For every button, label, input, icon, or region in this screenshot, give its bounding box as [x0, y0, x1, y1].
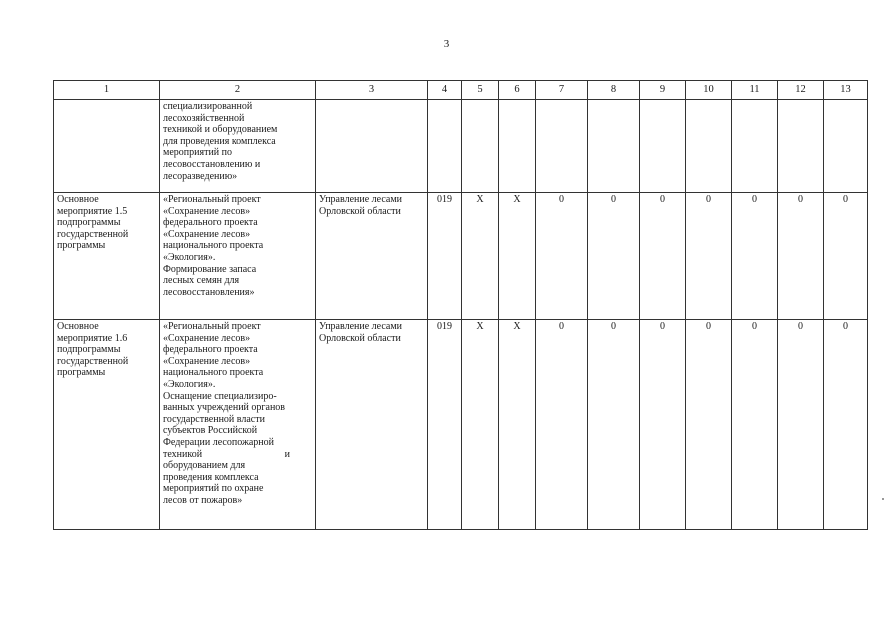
value-cell: X: [462, 320, 499, 530]
page-number: 3: [443, 38, 450, 50]
value-cell: 0: [686, 320, 732, 530]
text-line: государственной: [57, 355, 129, 367]
value-cell: 0: [588, 193, 640, 320]
value-cell: [732, 100, 778, 193]
text-line: мероприятие 1.6: [57, 332, 128, 344]
text-line: федерального проекта: [163, 344, 258, 356]
executor-cell: [316, 100, 428, 193]
event-name-cell: [54, 193, 160, 320]
value-cell: [588, 100, 640, 193]
column-header: 4: [428, 81, 462, 100]
value-cell: 0: [732, 193, 778, 320]
header-row: [54, 81, 868, 100]
value-cell: X: [462, 193, 499, 320]
text-line: Формирование запаса: [163, 263, 257, 275]
justified-line: [163, 449, 312, 461]
column-header: 3: [316, 81, 428, 100]
value-cell: X: [499, 320, 536, 530]
value-cell: X: [499, 193, 536, 320]
text-line: государственной власти: [163, 413, 265, 425]
column-header: 8: [588, 81, 640, 100]
value-cell: 0: [588, 320, 640, 530]
text-line: лесоразведению»: [163, 170, 238, 182]
executor-cell: [316, 193, 428, 320]
text-line: проведения комплекса: [163, 471, 259, 483]
text-line: мероприятий по охране: [163, 483, 264, 495]
value-cell: 0: [732, 320, 778, 530]
value-cell: [536, 100, 588, 193]
value-cell: 0: [824, 320, 868, 530]
value-cell: 019: [428, 193, 462, 320]
text-line: лесохозяйственной: [163, 112, 245, 124]
text-line: специализированной: [163, 101, 253, 112]
text-line: «Региональный проект: [163, 321, 261, 332]
table-row: [54, 193, 868, 320]
column-header: 11: [732, 81, 778, 100]
text-line: Федерации лесопожарной: [163, 436, 274, 448]
text-line: мероприятие 1.5: [57, 205, 128, 217]
text-line: лесовосстановлению и: [163, 158, 261, 170]
text-line: «Экология».: [163, 251, 216, 263]
column-header: 5: [462, 81, 499, 100]
text-line: программы: [57, 367, 106, 379]
text-line: программы: [57, 240, 106, 252]
value-cell: 019: [428, 320, 462, 530]
text-line: техникой и оборудованием: [163, 124, 278, 136]
value-cell: 0: [778, 320, 824, 530]
text-line: подпрограммы: [57, 217, 121, 229]
text-line: лесных семян для: [163, 275, 240, 287]
event-description-cell: [160, 193, 316, 320]
value-cell: [462, 100, 499, 193]
value-cell: 0: [536, 320, 588, 530]
text-line: Орловской области: [319, 205, 401, 217]
value-cell: 0: [640, 320, 686, 530]
event-name-cell: [54, 100, 160, 193]
text-line: Управление лесами: [319, 194, 403, 205]
event-description-cell: [160, 100, 316, 193]
value-cell: [499, 100, 536, 193]
text-line: субъектов Российской: [163, 425, 258, 437]
scan-speck: [882, 498, 884, 500]
text-line: национального проекта: [163, 240, 264, 252]
value-cell: [778, 100, 824, 193]
text-line: национального проекта: [163, 367, 264, 379]
value-cell: [824, 100, 868, 193]
column-header: 10: [686, 81, 732, 100]
text-line: «Сохранение лесов»: [163, 332, 251, 344]
text-line: мероприятий по: [163, 147, 232, 159]
text-line: «Экология».: [163, 378, 216, 390]
table-row: [54, 100, 868, 193]
text-fragment: техникой: [163, 448, 203, 460]
text-line: «Сохранение лесов»: [163, 228, 251, 240]
value-cell: [640, 100, 686, 193]
event-description-cell: [160, 320, 316, 530]
column-header: 9: [640, 81, 686, 100]
executor-cell: [316, 320, 428, 530]
value-cell: [428, 100, 462, 193]
text-line: лесов от пожаров»: [163, 494, 243, 506]
text-line: для проведения комплекса: [163, 135, 276, 147]
text-line: Управление лесами: [319, 321, 403, 332]
value-cell: 0: [640, 193, 686, 320]
text-fragment: и: [284, 448, 290, 460]
text-line: федерального проекта: [163, 217, 258, 229]
text-line: лесовосстановления»: [163, 286, 255, 298]
column-header: 1: [54, 81, 160, 100]
value-cell: 0: [536, 193, 588, 320]
text-line: Орловской области: [319, 332, 401, 344]
event-name-cell: [54, 320, 160, 530]
value-cell: [686, 100, 732, 193]
text-line: подпрограммы: [57, 344, 121, 356]
table-row: [54, 320, 868, 530]
text-line: ванных учреждений органов: [163, 402, 286, 414]
value-cell: 0: [778, 193, 824, 320]
text-line: «Сохранение лесов»: [163, 205, 251, 217]
text-line: Основное: [57, 321, 99, 332]
column-header: 13: [824, 81, 868, 100]
text-line: «Сохранение лесов»: [163, 355, 251, 367]
text-line: Основное: [57, 194, 99, 205]
value-cell: 0: [824, 193, 868, 320]
text-line: оборудованием для: [163, 460, 246, 472]
column-header: 6: [499, 81, 536, 100]
value-cell: 0: [686, 193, 732, 320]
text-line: государственной: [57, 228, 129, 240]
program-table: [53, 80, 868, 530]
column-header: 12: [778, 81, 824, 100]
text-line: Оснащение специализиро-: [163, 390, 277, 402]
column-header: 7: [536, 81, 588, 100]
column-header: 2: [160, 81, 316, 100]
text-line: «Региональный проект: [163, 194, 261, 205]
